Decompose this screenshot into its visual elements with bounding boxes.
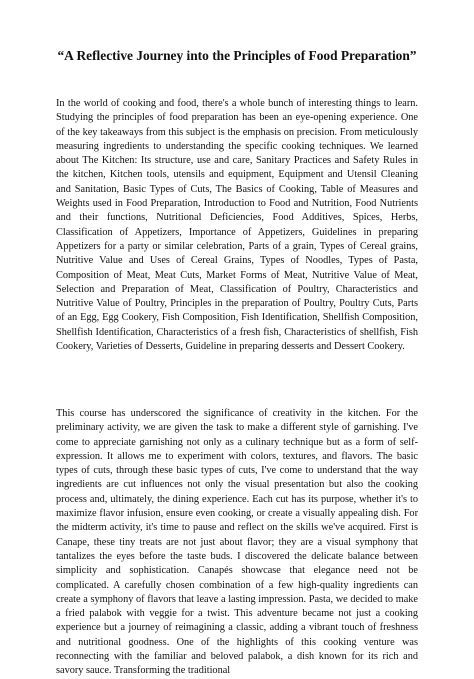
document-title: “A Reflective Journey into the Principles of Food Preparation” (57, 48, 417, 63)
paragraph-intro: In the world of cooking and food, there's a whole bunch of interesting things to learn. Studying the principles of food preparation has been an eye-opening experience. One of the key takeaways from this subject is the emphasis on precision. From meticulously measuring ingredients to understanding the specific cooking techniques. We learned about The Kitchen: Its structure, use and care, Sanitary Practices and Safety Rules in the kitchen, Kitchen tools, utensils and equipment, Equipment and Utensil Cleaning and Sanitation, Basic Types of Cuts, The Basics of Cooking, Table of Measures and Weights used in Food Preparation, Introduction to Food and Nutrition, Food Nutrients and their functions, Nutritional Deficiencies, Food Additives, Spices, Herbs, Classification of Appetizers, Importance of Appetizers, Guidelines in preparing Appetizers for a party or similar celebration, Parts of a grain, Types of Cereal grains, Nutritive Value and Uses of Cereal Grains, Types of Noodles, Types of Pasta, Composition of Meat, Meat Cuts, Market Forms of Meat, Nutritive Value of Meat, Selection and Preparation of Meat, Classification of Poultry, Characteristics and Nutritive Value of Poultry, Principles in the preparation of Poultry, Poultry Cuts, Parts of an Egg, Egg Cookery, Fish Composition, Fish Identification, Shellfish Composition, Shellfish Identification, Characteristics of a fresh fish, Characteristics of shellfish, Fish Cookery, Varieties of Desserts, Guideline in preparing desserts and Dessert Cookery. (56, 98, 418, 353)
paragraph-creativity: This course has underscored the significance of creativity in the kitchen. For the preliminary activity, we are given the task to make a different style of garnishing. I've come to appreciate garnishing not only as a culinary technique but as a form of self-expression. It allows me to experiment with colors, textures, and flavors. The basic types of cuts, through these basic types of cuts, I've come to understand that the way ingredients are cut influences not only the visual presentation but also the cooking process and, ultimately, the dining experience. Each cut has its purpose, whether it's to maximize flavor infusion, ensure even cooking, or create a visually appealing dish. For the midterm activity, it's time to pause and reflect on the skills we've acquired. First is Canape, these tiny treats are not just about flavor; they are a visual symphony that tantalizes the eyes before the taste buds. I discovered the delicate balance between simplicity and sophistication. Canapés showcase that elegance need not be complicated. A carefully chosen combination of a few high-quality ingredients can create a symphony of flavors that leave a lasting impression. Pasta, we decided to make a fried palabok with veggie for a twist. This adventure became not just a cooking experience but a journey of reimagining a classic, adding a vibrant touch of freshness and nutritional goodness. One of the highlights of this cooking venture was reconnecting with the familiar and beloved palabok, a dish known for its rich and savory sauce. Transforming the traditional (56, 408, 418, 677)
